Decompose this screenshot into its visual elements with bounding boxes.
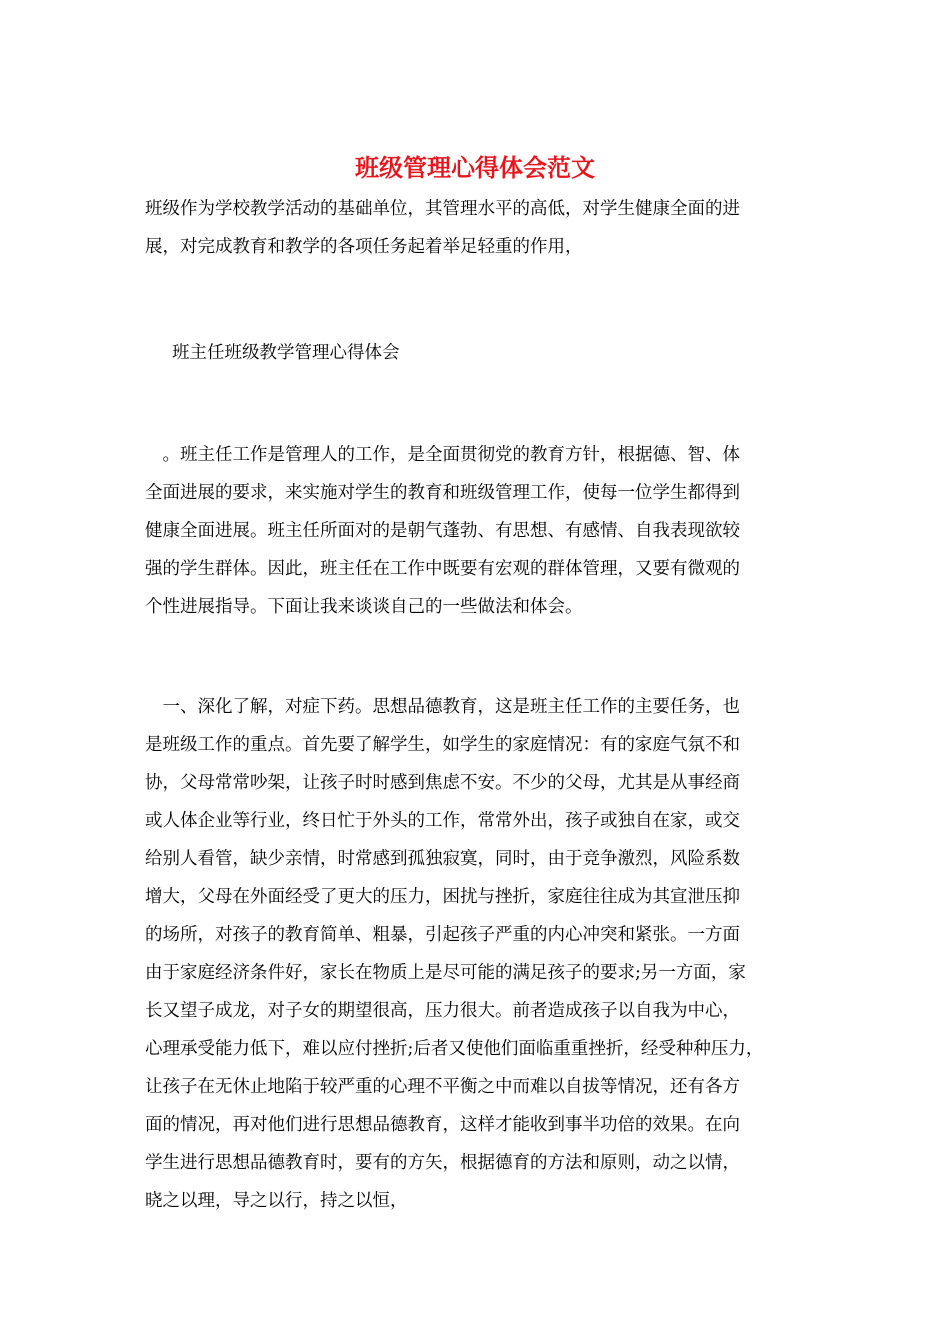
- body-paragraph-2: [145, 688, 825, 1220]
- text-line: 班级作为学校教学活动的基础单位，其管理水平的高低，对学生健康全面的进: [145, 199, 740, 219]
- text-line: 展，对完成教育和教学的各项任务起着举足轻重的作用，: [145, 237, 583, 257]
- text-line: 学生进行思想品德教育时，要有的方矢，根据德育的方法和原则，动之以情，: [145, 1153, 740, 1173]
- text-line: 晓之以理，导之以行，持之以恒，: [145, 1191, 408, 1211]
- text-line: 全面进展的要求，来实施对学生的教育和班级管理工作，使每一位学生都得到: [145, 483, 740, 503]
- text-line: 让孩子在无休止地陷于较严重的心理不平衡之中而难以自拔等情况，还有各方: [145, 1077, 740, 1097]
- document-title: 班级管理心得体会范文: [355, 153, 595, 182]
- text-line: 长又望子成龙，对子女的期望很高，压力很大。前者造成孩子以自我为中心，: [145, 1001, 740, 1021]
- text-line: 健康全面进展。班主任所面对的是朝气蓬勃、有思想、有感情、自我表现欲较: [145, 521, 740, 541]
- intro-paragraph: [145, 190, 825, 266]
- text-line: 个性进展指导。下面让我来谈谈自己的一些做法和体会。: [145, 597, 583, 617]
- text-line: 是班级工作的重点。首先要了解学生，如学生的家庭情况：有的家庭气氛不和: [145, 735, 740, 755]
- text-line: 增大，父母在外面经受了更大的压力，困扰与挫折，家庭往往成为其宣泄压抑: [145, 887, 740, 907]
- text-line: 或人体企业等行业，终日忙于外头的工作，常常外出，孩子或独自在家，或交: [145, 811, 740, 831]
- text-line: 由于家庭经济条件好，家长在物质上是尽可能的满足孩子的要求;另一方面，家: [145, 963, 746, 983]
- text-line: 给别人看管，缺少亲情，时常感到孤独寂寞，同时，由于竞争激烈，风险系数: [145, 849, 740, 869]
- text-line: 心理承受能力低下，难以应付挫折;后者又使他们面临重重挫折，经受种种压力，: [145, 1039, 764, 1059]
- text-line: 的场所，对孩子的教育简单、粗暴，引起孩子严重的内心冲突和紧张。一方面: [145, 925, 740, 945]
- text-line: 面的情况，再对他们进行思想品德教育，这样才能收到事半功倍的效果。在向: [145, 1115, 740, 1135]
- text-line: 强的学生群体。因此，班主任在工作中既要有宏观的群体管理，又要有微观的: [145, 559, 740, 579]
- body-paragraph-1: [145, 436, 825, 626]
- text-line: 一、深化了解，对症下药。思想品德教育，这是班主任工作的主要任务，也: [145, 697, 740, 717]
- text-line: 。班主任工作是管理人的工作，是全面贯彻党的教育方针，根据德、智、体: [145, 445, 740, 465]
- text-line: 协，父母常常吵架，让孩子时时感到焦虑不安。不少的父母，尤其是从事经商: [145, 773, 740, 793]
- section-subtitle: 班主任班级教学管理心得体会: [172, 343, 400, 363]
